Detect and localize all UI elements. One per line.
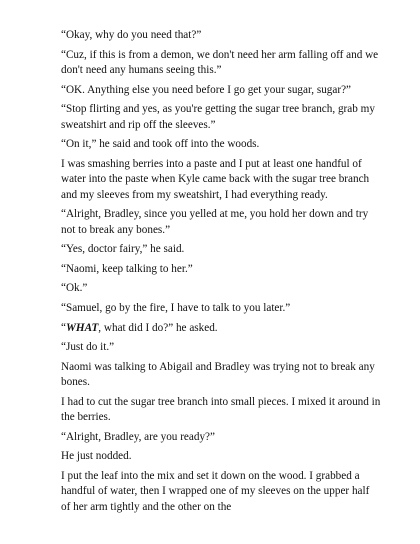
paragraph xyxy=(61,83,381,98)
text-run: “ xyxy=(61,321,66,334)
text-run: “Alright, Bradley, are you ready?” xyxy=(61,430,215,443)
paragraph xyxy=(61,469,381,515)
text-run: “Ok.” xyxy=(61,282,88,295)
text-run: “On it,” he said and took off into the woods. xyxy=(61,138,260,151)
paragraph xyxy=(61,48,381,79)
paragraph xyxy=(61,360,381,391)
paragraph xyxy=(61,301,381,316)
paragraph xyxy=(61,28,381,43)
paragraph xyxy=(61,449,381,464)
text-run: “Just do it.” xyxy=(61,341,115,354)
text-run: I was smashing berries into a paste and I put at least one handful of water into the paste when Kyle came back with the sugar tree branch and my sleeves from my sweatshirt, I had everything ready. xyxy=(61,157,370,201)
text-run: , what did I do?” he asked. xyxy=(98,321,218,334)
paragraph xyxy=(61,262,381,277)
paragraph xyxy=(61,102,381,133)
paragraph xyxy=(61,321,381,336)
paragraph xyxy=(61,430,381,445)
bold-run xyxy=(66,322,98,334)
text-run: “Okay, why do you need that?” xyxy=(61,29,202,41)
paragraph xyxy=(61,281,381,296)
text-run: “Samuel, go by the fire, I have to talk to you later.” xyxy=(61,301,291,314)
text-run: He just nodded. xyxy=(61,450,132,463)
paragraph xyxy=(61,395,381,426)
text-run: I had to cut the sugar tree branch into small pieces. I mixed it around in the berries. xyxy=(61,395,381,424)
text-run: “Yes, doctor fairy,” he said. xyxy=(61,243,185,256)
text-run: Naomi was talking to Abigail and Bradley was trying not to break any bones. xyxy=(61,360,375,389)
body-text xyxy=(61,28,381,519)
text-run: “Alright, Bradley, since you yelled at me, you hold her down and try not to break any bones.” xyxy=(61,208,369,236)
text-run: “OK. Anything else you need before I go get your sugar, sugar?” xyxy=(61,83,352,96)
emphasized-text: WHAT xyxy=(65,321,99,334)
text-run: “Naomi, keep talking to her.” xyxy=(61,262,193,275)
paragraph xyxy=(61,157,381,203)
text-run: “Cuz, if this is from a demon, we don't need her arm falling off and we don't need any humans seeing this.” xyxy=(61,48,379,76)
paragraph xyxy=(61,340,381,355)
text-run: “Stop flirting and yes, as you're getting the sugar tree branch, grab my sweatshirt and rip off the sleeves.” xyxy=(61,103,375,131)
paragraph xyxy=(61,242,381,257)
paragraph xyxy=(61,207,381,238)
paragraph xyxy=(61,137,381,152)
text-run: I put the leaf into the mix and set it down on the wood. I grabbed a handful of water, then I wrapped one of my sleeves on the upper half of her arm tightly and the other on the xyxy=(61,469,370,513)
